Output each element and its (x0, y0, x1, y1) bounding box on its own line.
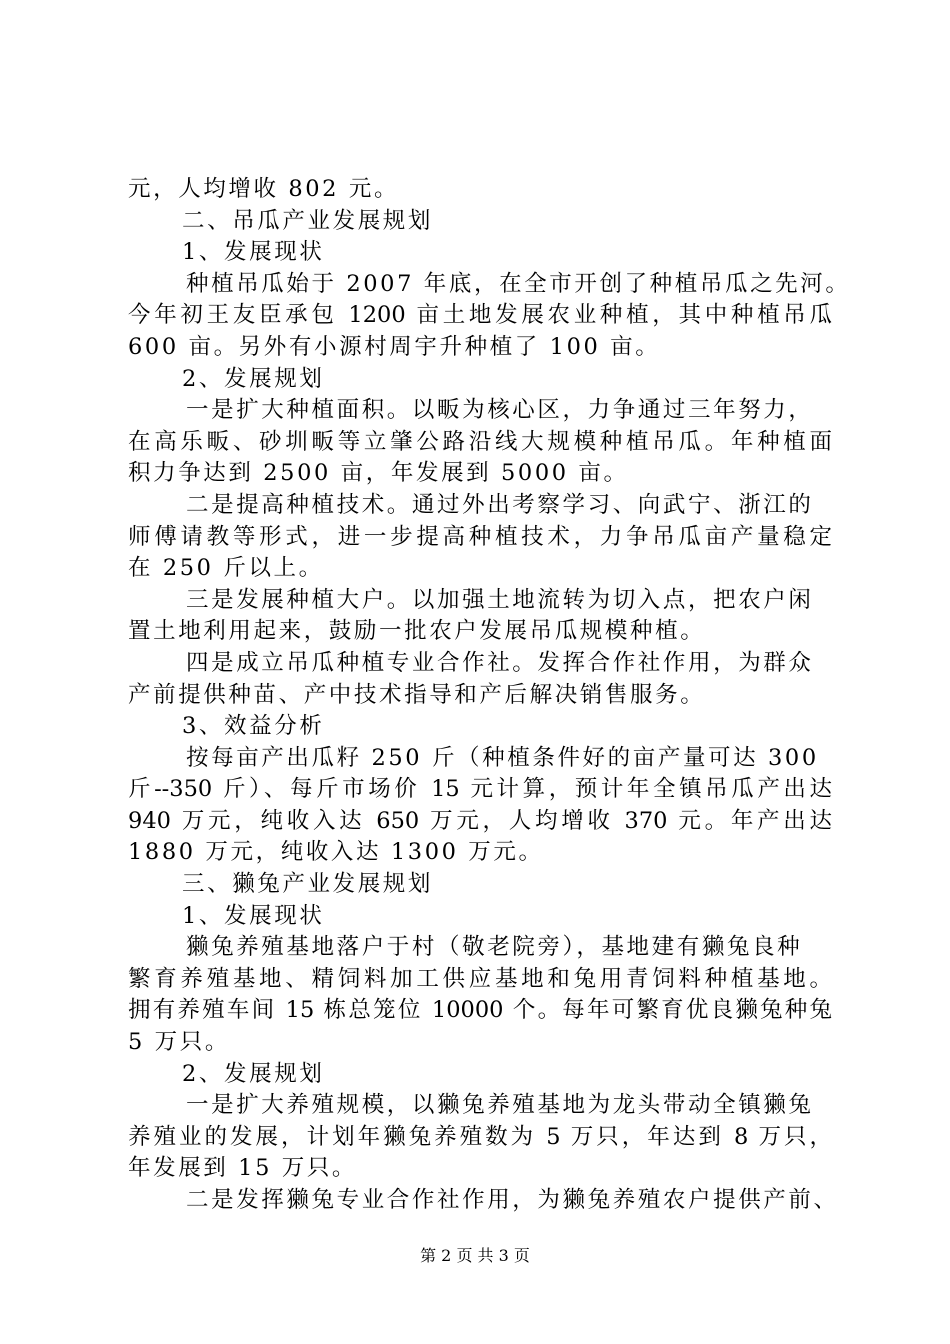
paragraph-line: 师傅请教等形式，进一步提高种植技术，力争吊瓜亩产量稳定 (128, 523, 832, 550)
subsection-heading: 2、发展规划 (182, 1060, 325, 1087)
paragraph-line: 獭兔养殖基地落户于村（敬老院旁），基地建有獭兔良种 (186, 934, 803, 961)
paragraph-line: 年发展到 15 万只。 (128, 1155, 358, 1182)
paragraph-line: 积力争达到 2500 亩，年发展到 5000 亩。 (128, 460, 629, 487)
paragraph-line: 拥有养殖车间 15 栋总笼位 10000 个。每年可繁育优良獭兔种兔 (128, 997, 832, 1024)
paragraph-line: 产前提供种苗、产中技术指导和产后解决销售服务。 (128, 681, 706, 708)
paragraph-line: 斤--350 斤）、每斤市场价 15 元计算，预计年全镇吊瓜产出达 (128, 776, 832, 803)
paragraph-line: 1880 万元，纯收入达 1300 万元。 (128, 839, 544, 866)
paragraph-line: 5 万只。 (128, 1029, 230, 1056)
paragraph-line: 940 万元，纯收入达 650 万元，人均增收 370 元。年产出达 (128, 807, 832, 834)
paragraph-line: 今年初王友臣承包 1200 亩土地发展农业种植，其中种植吊瓜 (128, 302, 832, 329)
paragraph-line: 一是扩大养殖规模，以獭兔养殖基地为龙头带动全镇獭兔 (186, 1092, 814, 1119)
section-heading: 二、吊瓜产业发展规划 (182, 207, 434, 234)
text-line: 元，人均增收 802 元。 (128, 176, 400, 202)
subsection-heading: 1、发展现状 (182, 239, 325, 266)
page-footer (0, 1243, 950, 1266)
paragraph-line: 在高乐畈、砂圳畈等立肇公路沿线大规模种植吊瓜。年种植面 (128, 428, 832, 455)
subsection-heading: 1、发展现状 (182, 902, 325, 929)
page-number-label: 第 2 页 共 3 页 (420, 1246, 530, 1265)
paragraph-line: 二是提高种植技术。通过外出考察学习、向武宁、浙江的 (186, 491, 814, 518)
paragraph-line: 种植吊瓜始于 2007 年底，在全市开创了种植吊瓜之先河。 (186, 270, 851, 297)
paragraph-line: 二是发挥獭兔专业合作社作用，为獭兔养殖农户提供产前、 (186, 1187, 839, 1213)
paragraph-line: 三是发展种植大户。以加强土地流转为切入点，把农户闲 (186, 586, 814, 613)
document-body (128, 174, 851, 1217)
subsection-heading: 3、效益分析 (182, 713, 325, 740)
paragraph-line: 按每亩产出瓜籽 250 斤（种植条件好的亩产量可达 300 (186, 744, 819, 771)
paragraph-line: 四是成立吊瓜种植专业合作社。发挥合作社作用，为群众 (186, 649, 814, 676)
paragraph-line: 600 亩。另外有小源村周宇升种植了 100 亩。 (128, 333, 661, 360)
paragraph-line: 在 250 斤以上。 (128, 555, 324, 582)
paragraph-line: 置土地利用起来，鼓励一批农户发展吊瓜规模种植。 (128, 618, 706, 645)
paragraph-line: 养殖业的发展，计划年獭兔养殖数为 5 万只，年达到 8 万只， (128, 1123, 832, 1150)
paragraph-line: 一是扩大种植面积。以畈为核心区，力争通过三年努力， (186, 397, 814, 424)
paragraph-line: 繁育养殖基地、精饲料加工供应基地和兔用青饲料种植基地。 (128, 965, 832, 992)
section-heading: 三、獭兔产业发展规划 (182, 871, 434, 898)
subsection-heading: 2、发展规划 (182, 365, 325, 392)
